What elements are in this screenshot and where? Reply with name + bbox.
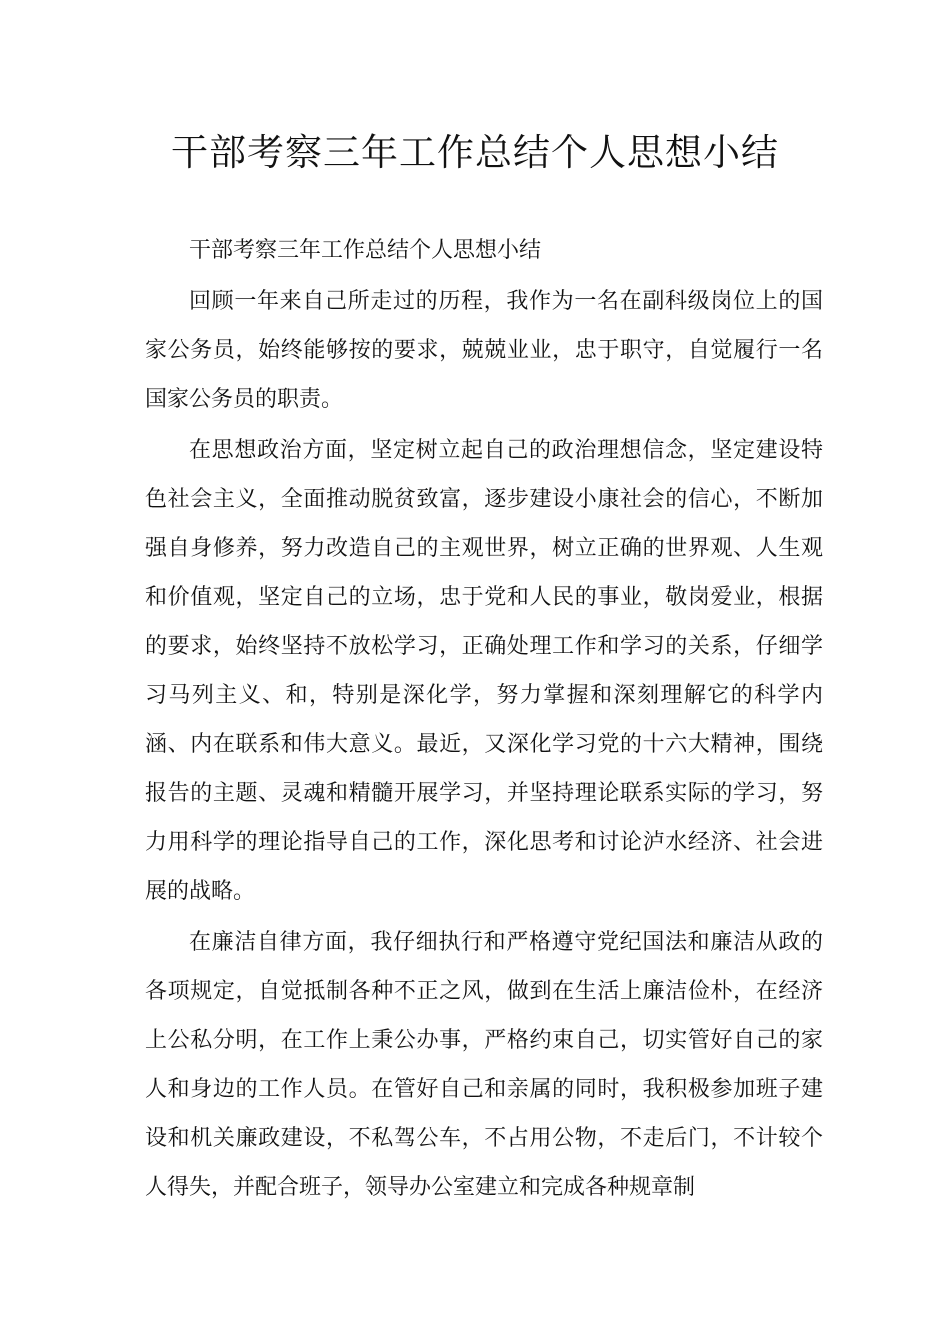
document-title: 干部考察三年工作总结个人思想小结 (171, 131, 779, 174)
paragraph-political-thought: 在思想政治方面，坚定树立起自己的政治理想信念，坚定建设特色社会主义，全面推动脱贫致富，逐步建设小康社会的信心，不断加强自身修养，努力改造自己的主观世界，树立正确的世界观、人生观和价值观，坚定自己的立场，忠于党和人民的事业，敬岗爱业，根据的要求，始终坚持不放松学习，正确处理工作和学习的关系，仔细学习马列主义、和，特别是深化学，努力掌握和深刻理解它的科学内涵、内在联系和伟大意义。最近，又深化学习党的十六大精神，围绕报告的主题、灵魂和精髓开展学习，并坚持理论联系实际的学习，努力用科学的理论指导自己的工作，深化思考和讨论泸水经济、社会进展的战略。 (145, 438, 823, 904)
paragraph-intro: 回顾一年来自己所走过的历程，我作为一名在副科级岗位上的国家公务员，始终能够按的要求，兢兢业业，忠于职守，自觉履行一名国家公务员的职责。 (145, 289, 823, 412)
document-body (145, 226, 823, 1212)
paragraph-integrity: 在廉洁自律方面，我仔细执行和严格遵守党纪国法和廉洁从政的各项规定，自觉抵制各种不正之风，做到在生活上廉洁俭朴，在经济上公私分明，在工作上秉公办事，严格约束自己，切实管好自己的家人和身边的工作人员。在管好自己和亲属的同时，我积极参加班子建设和机关廉政建设，不私驾公车，不占用公物，不走后门，不计较个人得失，并配合班子，领导办公室建立和完成各种规章制 (145, 930, 823, 1200)
paragraph-subtitle: 干部考察三年工作总结个人思想小结 (189, 238, 542, 263)
